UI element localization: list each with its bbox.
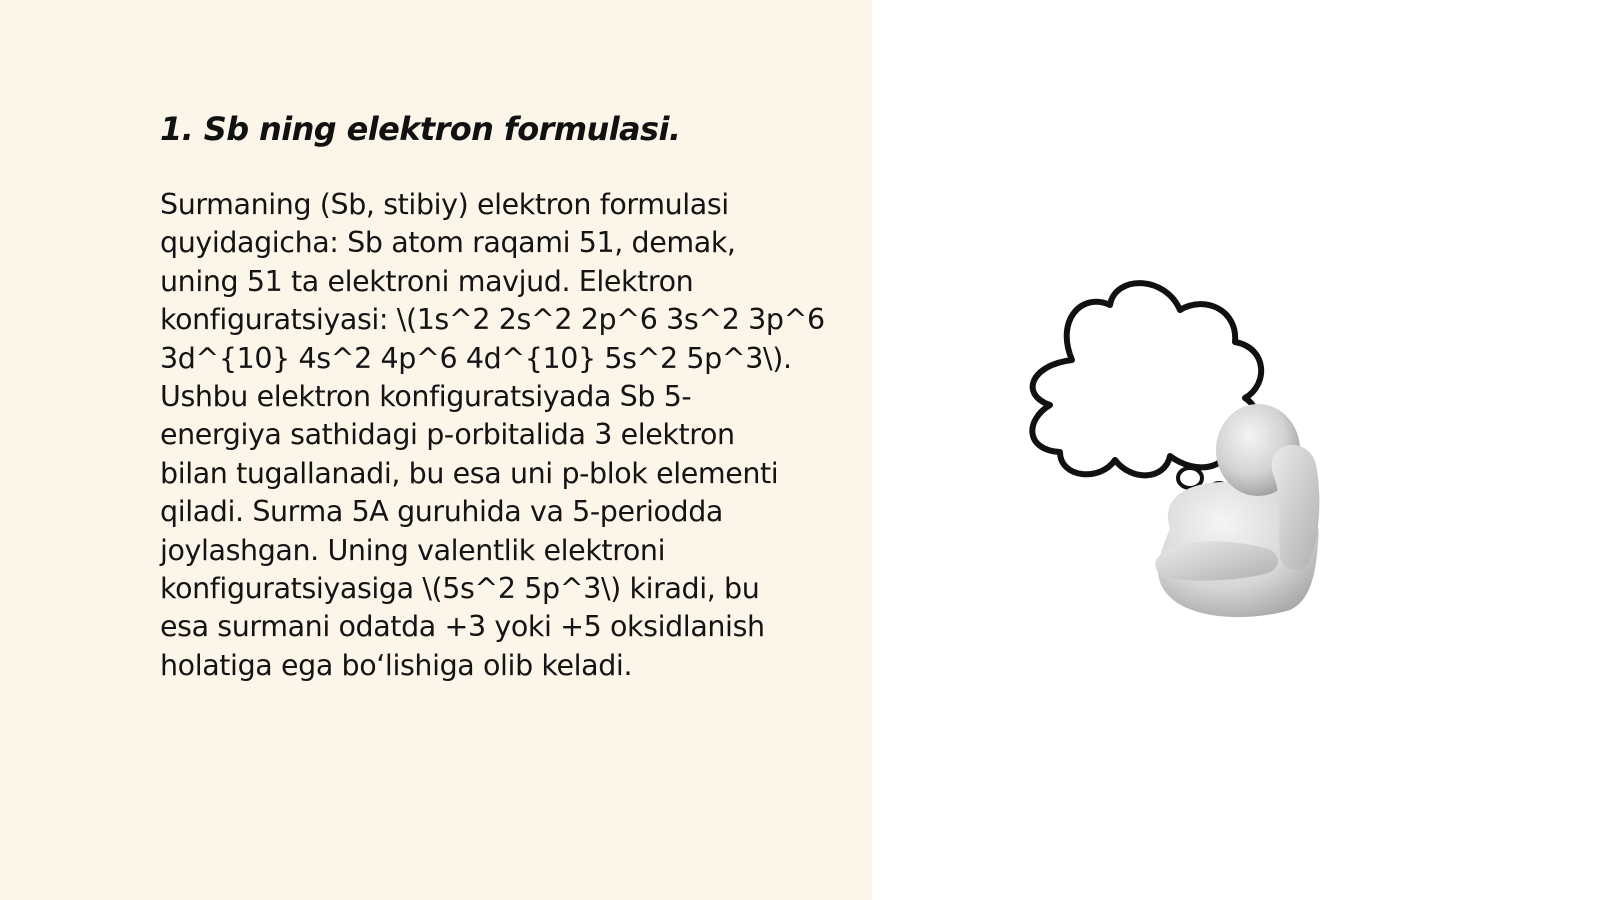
slide-title: 1. Sb ning elektron formulasi. [160,110,681,148]
thinking-person-with-thought-bubble-icon [1020,270,1350,620]
body-line: bilan tugallanadi, bu esa uni p-blok elementi [160,456,779,490]
body-line: Surmaning (Sb, stibiy) elektron formulasi [160,188,729,221]
slide-body-text [160,186,830,685]
body-line: energiya sathidagi p-orbitalida 3 elektron [160,418,735,452]
body-line: joylashgan. Uning valentlik elektroni [160,533,666,567]
body-line: Ushbu elektron konfiguratsiyada Sb 5- [160,380,692,414]
body-line: esa surmani odatda +3 yoki +5 oksidlanish [160,610,765,644]
body-line: konfiguratsiyasi: \(1s^2 2s^2 2p^6 3s^2 3p^6 [160,303,825,337]
body-line: konfiguratsiyasiga \(5s^2 5p^3\) kiradi, bu [160,572,760,606]
body-line: quyidagicha: Sb atom raqami 51, demak, [160,226,736,260]
body-line: 3d^{10} 4s^2 4p^6 4d^{10} 5s^2 5p^3\). [160,341,792,375]
thought-bubble-small [1178,468,1202,488]
body-line: uning 51 ta elektroni mavjud. Elektron [160,264,694,298]
body-line: qiladi. Surma 5A guruhida va 5-periodda [160,495,723,529]
body-line: holatiga ega bo‘lishiga olib keladi. [160,648,633,682]
